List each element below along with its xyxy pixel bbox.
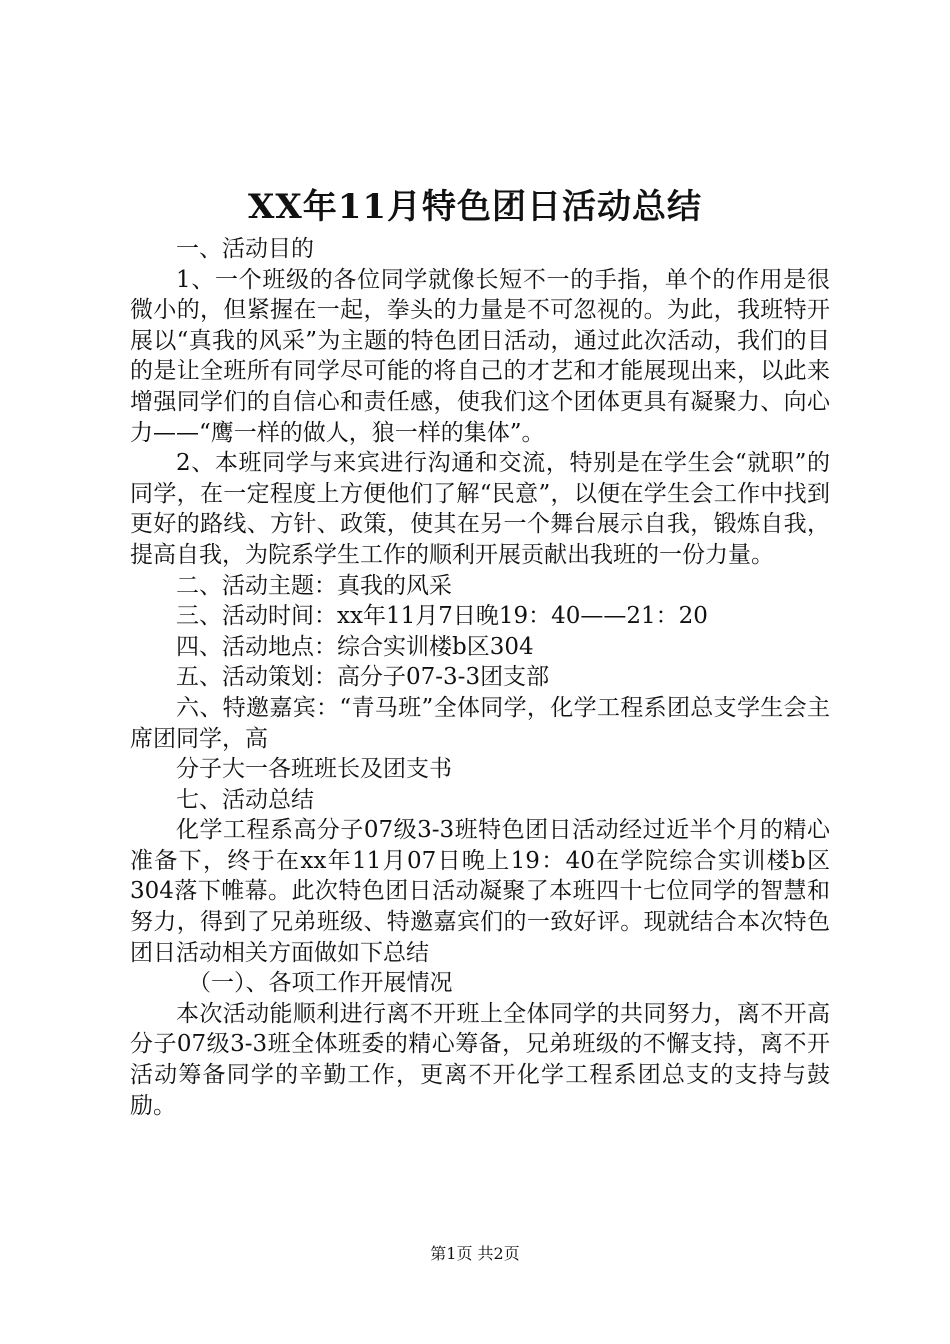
page-footer: 第1页 共2页: [430, 1244, 520, 1263]
paragraph-special-guests-continued: 分子大一各班班长及团支书: [176, 756, 452, 783]
paragraph-section-7-heading: 七、活动总结: [176, 786, 314, 813]
paragraph-activity-location: 四、活动地点：综合实训楼b区304: [176, 633, 534, 660]
document-body: [130, 234, 830, 1121]
paragraph-summary: 化学工程系高分子07级3-3班特色团日活动经过近半个月的精心准备下，终于在xx年11月07日晚上19：40在学院综合实训楼b区304落下帷幕。此次特色团日活动凝聚了本班四十七位同学的智慧和努力，得到了兄弟班级、特邀嘉宾们的一致好评。现就结合本次特色团日活动相关方面做如下总结: [130, 817, 830, 966]
paragraph-work-progress: 本次活动能顺利进行离不开班上全体同学的共同努力，离不开高分子07级3-3班全体班委的精心筹备，兄弟班级的不懈支持，离不开活动筹备同学的辛勤工作，更离不开化学工程系团总支的支持与鼓励。: [130, 1000, 830, 1119]
paragraph-section-1-heading: 一、活动目的: [176, 236, 314, 262]
paragraph-special-guests: 六、特邀嘉宾：“青马班”全体同学，化学工程系团总支学生会主席团同学，高: [130, 694, 830, 752]
paragraph-subsection-heading: （一）、各项工作开展情况: [188, 970, 453, 997]
paragraph-activity-theme: 二、活动主题：真我的风采: [176, 572, 452, 599]
paragraph-purpose-1: 1、一个班级的各位同学就像长短不一的手指，单个的作用是很微小的，但紧握在一起，拳头的力量是不可忽视的。为此，我班特开展以“真我的风采”为主题的特色团日活动，通过此次活动，我们的目的是让全班所有同学尽可能的将自己的才艺和才能展现出来，以此来增强同学们的自信心和责任感，使我们这个团体更具有凝聚力、向心力——“鹰一样的做人，狼一样的集体”。: [130, 266, 830, 446]
paragraph-activity-time: 三、活动时间：xx年11月7日晚19：40——21：20: [176, 603, 708, 630]
document-title: XX年11月特色团日活动总结: [247, 187, 703, 227]
paragraph-purpose-2: 2、本班同学与来宾进行沟通和交流，特别是在学生会“就职”的同学，在一定程度上方便他们了解“民意”，以便在学生会工作中找到更好的路线、方针、政策，使其在另一个舞台展示自我，锻炼自我，提高自我，为院系学生工作的顺利开展贡献出我班的一份力量。: [130, 450, 830, 568]
paragraph-activity-planner: 五、活动策划：高分子07-3-3团支部: [176, 664, 550, 691]
